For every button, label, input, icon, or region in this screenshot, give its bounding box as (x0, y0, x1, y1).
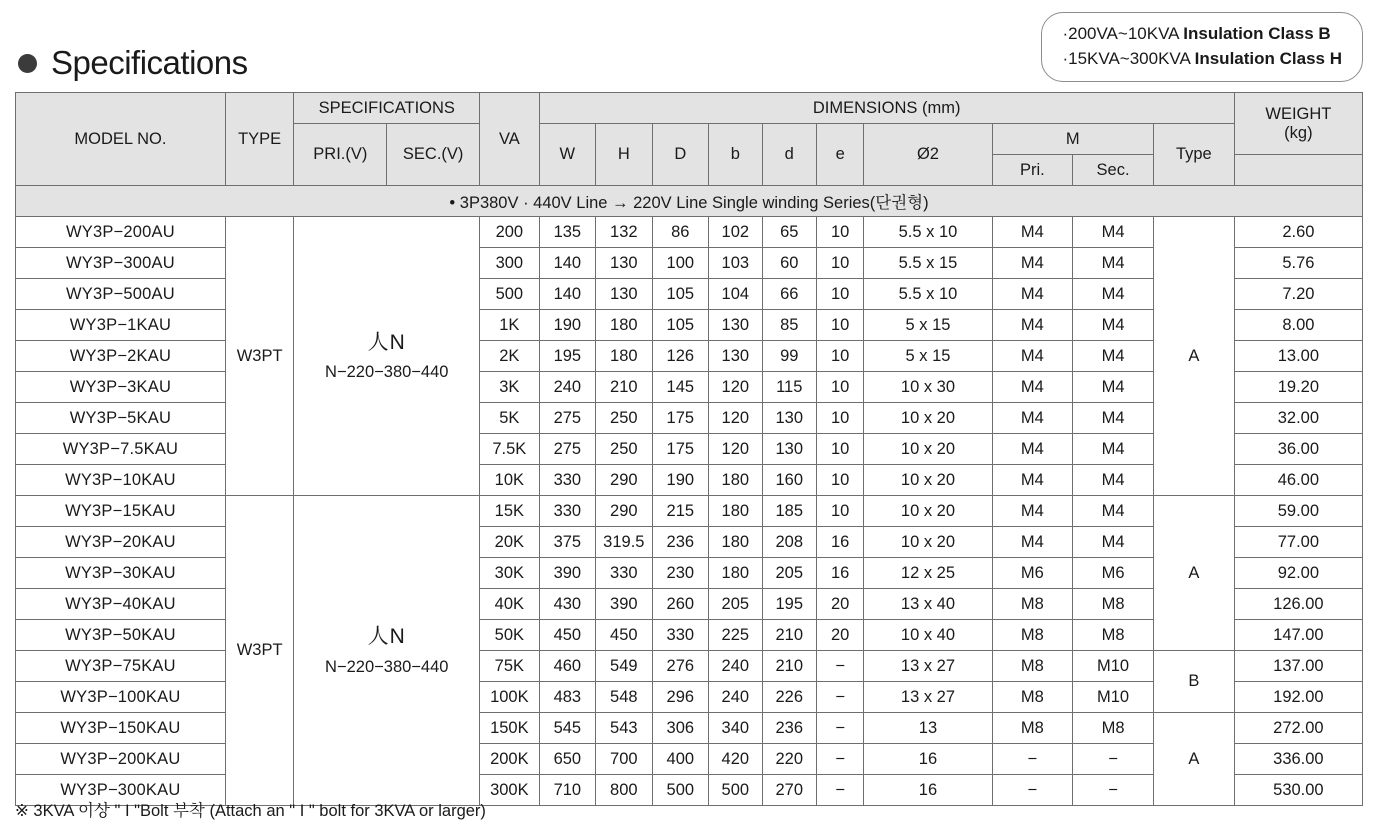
header-m: M (992, 124, 1153, 155)
cell-weight: 530.00 (1234, 775, 1362, 806)
cell-o2: 5.5 x 10 (864, 217, 992, 248)
cell-w: 390 (539, 558, 595, 589)
cell-d-small: 115 (762, 372, 816, 403)
cell-va: 7.5K (480, 434, 540, 465)
table-row (16, 496, 1363, 527)
cell-model: WY3P−7.5KAU (16, 434, 226, 465)
cell-va: 40K (480, 589, 540, 620)
cell-d: 500 (652, 775, 708, 806)
cell-o2: 10 x 20 (864, 465, 992, 496)
cell-o2: 10 x 30 (864, 372, 992, 403)
cell-m-sec: M4 (1073, 434, 1154, 465)
cell-model: WY3P−75KAU (16, 651, 226, 682)
bullet-icon (18, 54, 37, 73)
cell-o2: 13 (864, 713, 992, 744)
header-weight-sub (1234, 155, 1362, 186)
cell-m-pri: M8 (992, 713, 1073, 744)
cell-model: WY3P−30KAU (16, 558, 226, 589)
cell-e: 16 (816, 558, 863, 589)
cell-b: 500 (709, 775, 762, 806)
cell-d: 306 (652, 713, 708, 744)
cell-m-pri: M8 (992, 651, 1073, 682)
cell-w: 240 (539, 372, 595, 403)
cell-m-pri: M6 (992, 558, 1073, 589)
specifications-table (15, 92, 1363, 806)
cell-d: 296 (652, 682, 708, 713)
cell-w: 275 (539, 403, 595, 434)
note-line-2 (1062, 47, 1342, 72)
cell-e: 10 (816, 279, 863, 310)
cell-weight: 19.20 (1234, 372, 1362, 403)
cell-model: WY3P−200KAU (16, 744, 226, 775)
header-weight (1234, 93, 1362, 155)
page-title: Specifications (51, 44, 248, 81)
cell-m-type: A (1153, 496, 1234, 651)
cell-d: 236 (652, 527, 708, 558)
cell-m-sec: M4 (1073, 248, 1154, 279)
cell-o2: 16 (864, 744, 992, 775)
cell-va: 50K (480, 620, 540, 651)
cell-w: 140 (539, 279, 595, 310)
cell-weight: 2.60 (1234, 217, 1362, 248)
cell-va: 1K (480, 310, 540, 341)
cell-b: 120 (709, 434, 762, 465)
cell-h: 543 (596, 713, 652, 744)
cell-d-small: 210 (762, 620, 816, 651)
cell-va: 30K (480, 558, 540, 589)
cell-va: 10K (480, 465, 540, 496)
cell-e: 10 (816, 372, 863, 403)
cell-m-pri: M8 (992, 682, 1073, 713)
header-m-type: Type (1153, 124, 1234, 186)
cell-w: 375 (539, 527, 595, 558)
cell-o2: 5.5 x 10 (864, 279, 992, 310)
cell-m-sec: M8 (1073, 589, 1154, 620)
cell-m-sec: M4 (1073, 310, 1154, 341)
cell-e: 10 (816, 217, 863, 248)
cell-o2: 10 x 20 (864, 527, 992, 558)
table-header (16, 93, 1363, 186)
cell-h: 250 (596, 403, 652, 434)
cell-d-small: 270 (762, 775, 816, 806)
cell-b: 180 (709, 558, 762, 589)
table-row (16, 713, 1363, 744)
cell-pri-sec (294, 496, 480, 806)
cell-d: 276 (652, 651, 708, 682)
cell-m-type: B (1153, 651, 1234, 713)
cell-weight: 59.00 (1234, 496, 1362, 527)
cell-m-type: A (1153, 217, 1234, 496)
cell-b: 130 (709, 341, 762, 372)
cell-w: 135 (539, 217, 595, 248)
cell-o2: 16 (864, 775, 992, 806)
cell-h: 290 (596, 465, 652, 496)
cell-va: 20K (480, 527, 540, 558)
cell-m-pri: M4 (992, 341, 1073, 372)
cell-model: WY3P−300KAU (16, 775, 226, 806)
cell-va: 5K (480, 403, 540, 434)
cell-e: 10 (816, 434, 863, 465)
cell-va: 200K (480, 744, 540, 775)
cell-model: WY3P−40KAU (16, 589, 226, 620)
cell-e: − (816, 775, 863, 806)
cell-e: 10 (816, 310, 863, 341)
header-w: W (539, 124, 595, 186)
cell-b: 180 (709, 527, 762, 558)
cell-d-small: 210 (762, 651, 816, 682)
header-row-1 (16, 93, 1363, 124)
cell-m-pri: M4 (992, 434, 1073, 465)
cell-e: − (816, 713, 863, 744)
cell-m-pri: − (992, 744, 1073, 775)
cell-m-pri: M4 (992, 403, 1073, 434)
cell-weight: 36.00 (1234, 434, 1362, 465)
cell-m-sec: M4 (1073, 217, 1154, 248)
cell-m-sec: M10 (1073, 682, 1154, 713)
cell-m-sec: M4 (1073, 341, 1154, 372)
cell-m-pri: M4 (992, 465, 1073, 496)
cell-model: WY3P−300AU (16, 248, 226, 279)
cell-m-sec: M4 (1073, 465, 1154, 496)
cell-va: 150K (480, 713, 540, 744)
cell-d-small: 99 (762, 341, 816, 372)
cell-b: 205 (709, 589, 762, 620)
header-pri-v: PRI.(V) (294, 124, 387, 186)
cell-model: WY3P−20KAU (16, 527, 226, 558)
cell-o2: 13 x 27 (864, 651, 992, 682)
cell-model: WY3P−10KAU (16, 465, 226, 496)
cell-h: 250 (596, 434, 652, 465)
cell-w: 275 (539, 434, 595, 465)
cell-va: 300K (480, 775, 540, 806)
header-weight-line1: WEIGHT (1265, 104, 1332, 123)
cell-va: 500 (480, 279, 540, 310)
cell-b: 130 (709, 310, 762, 341)
cell-e: 10 (816, 248, 863, 279)
cell-e: 20 (816, 620, 863, 651)
header-b: b (709, 124, 762, 186)
cell-h: 180 (596, 341, 652, 372)
header-model-no: MODEL NO. (16, 93, 226, 186)
cell-type: W3PT (225, 496, 294, 806)
cell-b: 120 (709, 372, 762, 403)
cell-e: − (816, 682, 863, 713)
cell-e: 10 (816, 496, 863, 527)
header-d-small: d (762, 124, 816, 186)
cell-w: 195 (539, 341, 595, 372)
cell-m-sec: M4 (1073, 496, 1154, 527)
cell-o2: 5 x 15 (864, 341, 992, 372)
cell-pri-sec-symbol: 人N (367, 625, 406, 649)
cell-va: 300 (480, 248, 540, 279)
cell-m-sec: M4 (1073, 403, 1154, 434)
cell-d: 126 (652, 341, 708, 372)
series-description: • 3P380V · 440V Line → 220V Line Single winding Series(단권형) (16, 186, 1363, 217)
cell-w: 460 (539, 651, 595, 682)
cell-d-small: 130 (762, 403, 816, 434)
cell-va: 75K (480, 651, 540, 682)
cell-m-sec: M8 (1073, 713, 1154, 744)
table-row (16, 651, 1363, 682)
cell-d: 215 (652, 496, 708, 527)
cell-m-pri: − (992, 775, 1073, 806)
cell-weight: 8.00 (1234, 310, 1362, 341)
cell-weight: 192.00 (1234, 682, 1362, 713)
cell-m-sec: M4 (1073, 527, 1154, 558)
cell-h: 450 (596, 620, 652, 651)
cell-d: 175 (652, 403, 708, 434)
cell-e: − (816, 744, 863, 775)
cell-va: 3K (480, 372, 540, 403)
cell-e: 20 (816, 589, 863, 620)
cell-m-pri: M4 (992, 248, 1073, 279)
cell-b: 240 (709, 651, 762, 682)
cell-m-pri: M4 (992, 527, 1073, 558)
note-2-prefix: ·15KVA~300KVA (1062, 48, 1195, 68)
cell-e: 10 (816, 341, 863, 372)
cell-b: 240 (709, 682, 762, 713)
cell-d: 260 (652, 589, 708, 620)
cell-w: 140 (539, 248, 595, 279)
cell-h: 132 (596, 217, 652, 248)
cell-m-pri: M4 (992, 496, 1073, 527)
cell-m-pri: M8 (992, 589, 1073, 620)
cell-m-sec: M4 (1073, 279, 1154, 310)
header-specifications: SPECIFICATIONS (294, 93, 480, 124)
cell-model: WY3P−150KAU (16, 713, 226, 744)
cell-d-small: 195 (762, 589, 816, 620)
cell-d-small: 130 (762, 434, 816, 465)
cell-h: 800 (596, 775, 652, 806)
cell-weight: 272.00 (1234, 713, 1362, 744)
cell-weight: 13.00 (1234, 341, 1362, 372)
cell-h: 330 (596, 558, 652, 589)
cell-va: 15K (480, 496, 540, 527)
cell-o2: 13 x 40 (864, 589, 992, 620)
cell-d-small: 236 (762, 713, 816, 744)
cell-model: WY3P−100KAU (16, 682, 226, 713)
cell-d-small: 85 (762, 310, 816, 341)
cell-d-small: 160 (762, 465, 816, 496)
cell-model: WY3P−50KAU (16, 620, 226, 651)
cell-e: − (816, 651, 863, 682)
cell-d: 190 (652, 465, 708, 496)
cell-d: 145 (652, 372, 708, 403)
header-type: TYPE (225, 93, 294, 186)
cell-d: 105 (652, 310, 708, 341)
header-va: VA (480, 93, 540, 186)
page-title-row (18, 44, 248, 82)
header-weight-line2: (kg) (1284, 123, 1313, 142)
cell-b: 420 (709, 744, 762, 775)
cell-b: 180 (709, 465, 762, 496)
cell-d: 105 (652, 279, 708, 310)
cell-d: 400 (652, 744, 708, 775)
cell-m-pri: M4 (992, 310, 1073, 341)
header-m-sec: Sec. (1073, 155, 1154, 186)
cell-o2: 12 x 25 (864, 558, 992, 589)
cell-h: 210 (596, 372, 652, 403)
cell-e: 10 (816, 465, 863, 496)
cell-h: 319.5 (596, 527, 652, 558)
cell-h: 290 (596, 496, 652, 527)
cell-o2: 10 x 20 (864, 434, 992, 465)
cell-d-small: 205 (762, 558, 816, 589)
cell-w: 483 (539, 682, 595, 713)
cell-weight: 147.00 (1234, 620, 1362, 651)
cell-m-sec: − (1073, 775, 1154, 806)
insulation-class-note (1041, 12, 1363, 82)
cell-b: 103 (709, 248, 762, 279)
header-m-pri: Pri. (992, 155, 1073, 186)
cell-h: 700 (596, 744, 652, 775)
cell-w: 430 (539, 589, 595, 620)
header-e: e (816, 124, 863, 186)
cell-d: 86 (652, 217, 708, 248)
cell-o2: 5.5 x 15 (864, 248, 992, 279)
note-1-bold: Insulation Class B (1183, 24, 1331, 43)
header-h: H (596, 124, 652, 186)
cell-h: 548 (596, 682, 652, 713)
series-description-row (16, 186, 1363, 217)
cell-h: 130 (596, 248, 652, 279)
cell-model: WY3P−1KAU (16, 310, 226, 341)
cell-model: WY3P−3KAU (16, 372, 226, 403)
cell-va: 100K (480, 682, 540, 713)
cell-weight: 7.20 (1234, 279, 1362, 310)
cell-pri-sec-text: N−220−380−440 (325, 363, 449, 382)
cell-w: 710 (539, 775, 595, 806)
cell-model: WY3P−200AU (16, 217, 226, 248)
cell-m-pri: M4 (992, 279, 1073, 310)
cell-d: 100 (652, 248, 708, 279)
cell-b: 340 (709, 713, 762, 744)
cell-d: 330 (652, 620, 708, 651)
cell-o2: 10 x 20 (864, 496, 992, 527)
cell-d: 175 (652, 434, 708, 465)
cell-pri-sec (294, 217, 480, 496)
cell-m-pri: M4 (992, 372, 1073, 403)
cell-m-pri: M4 (992, 217, 1073, 248)
cell-w: 545 (539, 713, 595, 744)
cell-weight: 336.00 (1234, 744, 1362, 775)
cell-weight: 92.00 (1234, 558, 1362, 589)
cell-b: 102 (709, 217, 762, 248)
cell-weight: 126.00 (1234, 589, 1362, 620)
cell-d-small: 66 (762, 279, 816, 310)
cell-weight: 32.00 (1234, 403, 1362, 434)
cell-m-sec: M4 (1073, 372, 1154, 403)
cell-b: 120 (709, 403, 762, 434)
cell-o2: 10 x 40 (864, 620, 992, 651)
footnote: ※ 3KVA 이상 " I "Bolt 부착 (Attach an " I " bolt for 3KVA or larger) (15, 802, 486, 820)
cell-d-small: 60 (762, 248, 816, 279)
cell-weight: 137.00 (1234, 651, 1362, 682)
note-line-1 (1062, 22, 1342, 47)
cell-model: WY3P−15KAU (16, 496, 226, 527)
cell-o2: 5 x 15 (864, 310, 992, 341)
cell-pri-sec-symbol: 人N (367, 330, 406, 354)
cell-e: 16 (816, 527, 863, 558)
cell-o2: 10 x 20 (864, 403, 992, 434)
cell-w: 330 (539, 465, 595, 496)
cell-h: 180 (596, 310, 652, 341)
cell-m-sec: M10 (1073, 651, 1154, 682)
cell-e: 10 (816, 403, 863, 434)
cell-d-small: 226 (762, 682, 816, 713)
cell-d: 230 (652, 558, 708, 589)
cell-m-sec: M6 (1073, 558, 1154, 589)
cell-pri-sec-text: N−220−380−440 (325, 657, 449, 676)
cell-b: 104 (709, 279, 762, 310)
cell-w: 330 (539, 496, 595, 527)
cell-d-small: 185 (762, 496, 816, 527)
cell-h: 549 (596, 651, 652, 682)
cell-model: WY3P−2KAU (16, 341, 226, 372)
cell-m-sec: M8 (1073, 620, 1154, 651)
cell-h: 130 (596, 279, 652, 310)
cell-va: 2K (480, 341, 540, 372)
cell-w: 650 (539, 744, 595, 775)
cell-m-sec: − (1073, 744, 1154, 775)
table-row (16, 217, 1363, 248)
note-1-prefix: ·200VA~10KVA (1062, 24, 1184, 43)
cell-m-pri: M8 (992, 620, 1073, 651)
header-sec-v: SEC.(V) (387, 124, 480, 186)
table-body (16, 186, 1363, 806)
cell-m-type: A (1153, 713, 1234, 806)
note-2-bold: Insulation Class H (1194, 48, 1342, 68)
cell-b: 225 (709, 620, 762, 651)
cell-model: WY3P−5KAU (16, 403, 226, 434)
header-dimensions: DIMENSIONS (mm) (539, 93, 1234, 124)
cell-model: WY3P−500AU (16, 279, 226, 310)
cell-weight: 77.00 (1234, 527, 1362, 558)
cell-d-small: 220 (762, 744, 816, 775)
cell-type: W3PT (225, 217, 294, 496)
cell-b: 180 (709, 496, 762, 527)
cell-d-small: 65 (762, 217, 816, 248)
cell-o2: 13 x 27 (864, 682, 992, 713)
header-o2: Ø2 (864, 124, 992, 186)
cell-weight: 5.76 (1234, 248, 1362, 279)
cell-d-small: 208 (762, 527, 816, 558)
cell-w: 450 (539, 620, 595, 651)
cell-h: 390 (596, 589, 652, 620)
cell-weight: 46.00 (1234, 465, 1362, 496)
header-d: D (652, 124, 708, 186)
cell-w: 190 (539, 310, 595, 341)
cell-va: 200 (480, 217, 540, 248)
